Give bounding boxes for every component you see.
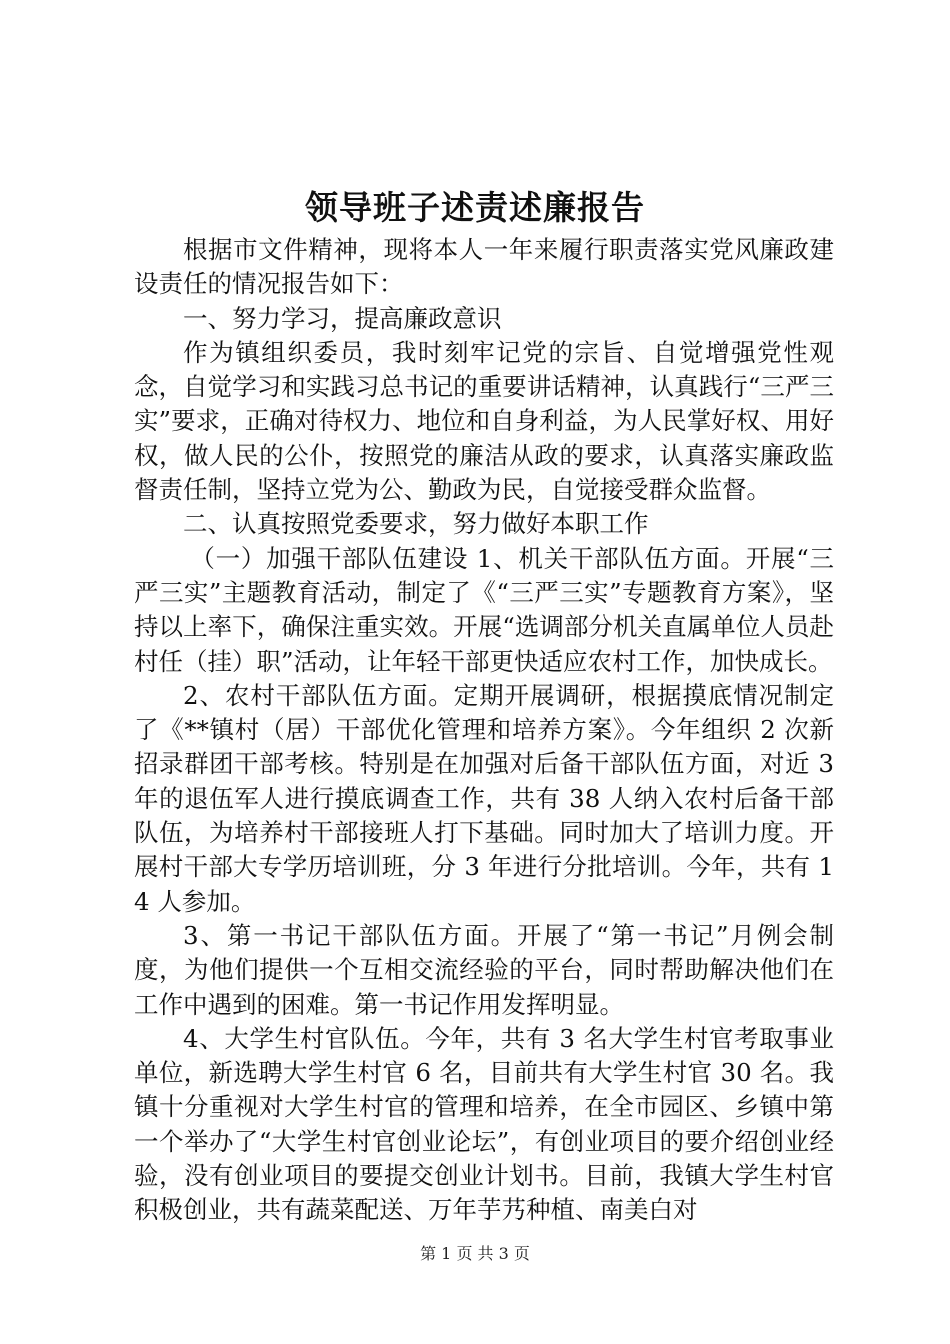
document-title: 领导班子述责述廉报告 [305,188,645,227]
document-body [134,233,834,1228]
paragraph-first-secretary: 3、第一书记干部队伍方面。开展了“第一书记”月例会制度，为他们提供一个互相交流经验的平台，同时帮助解决他们在工作中遇到的困难。第一书记作用发挥明显。 [134,920,834,1019]
paragraph-section-1: 作为镇组织委员，我时刻牢记党的宗旨、自觉增强党性观念，自觉学习和实践习总书记的重要讲话精神，认真践行“三严三实”要求，正确对待权力、地位和自身利益，为人民掌好权、用好权，做人民的公仆，按照党的廉洁从政的要求，认真落实廉政监督责任制，坚持立党为公、勤政为民，自觉接受群众监督。 [134,337,834,505]
paragraph-cadre-team: （一）加强干部队伍建设 1、机关干部队伍方面。开展“三严三实”主题教育活动，制定了《“三严三实”专题教育方案》，坚持以上率下，确保注重实效。开展“选调部分机关直属单位人员赴村任（挂）职”活动，让年轻干部更快适应农村工作，加快成长。 [134,543,834,676]
paragraph-intro: 根据市文件精神，现将本人一年来履行职责落实党风廉政建设责任的情况报告如下： [134,235,834,299]
section-heading-2: 二、认真按照党委要求，努力做好本职工作 [183,509,649,539]
section-heading-1: 一、努力学习，提高廉政意识 [183,303,502,333]
paragraph-college-village-officials: 4、大学生村官队伍。今年，共有 3 名大学生村官考取事业单位，新选聘大学生村官 6 名，目前共有大学生村官 30 名。我镇十分重视对大学生村官的管理和培养，在全市园区、乡镇中第一个举办了“大学生村官创业论坛”，有创业项目的要介绍创业经验，没有创业项目的要提交创业计划书。目前，我镇大学生村官积极创业，共有蔬菜配送、万年芋艿种植、南美白对 [134,1023,834,1225]
paragraph-rural-cadres: 2、农村干部队伍方面。定期开展调研，根据摸底情况制定了《**镇村（居）干部优化管理和培养方案》。今年组织 2 次新招录群团干部考核。特别是在加强对后备干部队伍方面，对近 3 年的退伍军人进行摸底调查工作，共有 38 人纳入农村后备干部队伍，为培养村干部接班人打下基础。同时加大了培训力度。开展村干部大专学历培训班，分 3 年进行分批培训。今年，共有 14 人参加。 [134,680,834,916]
page-number: 第 1 页 共 3 页 [420,1244,530,1263]
